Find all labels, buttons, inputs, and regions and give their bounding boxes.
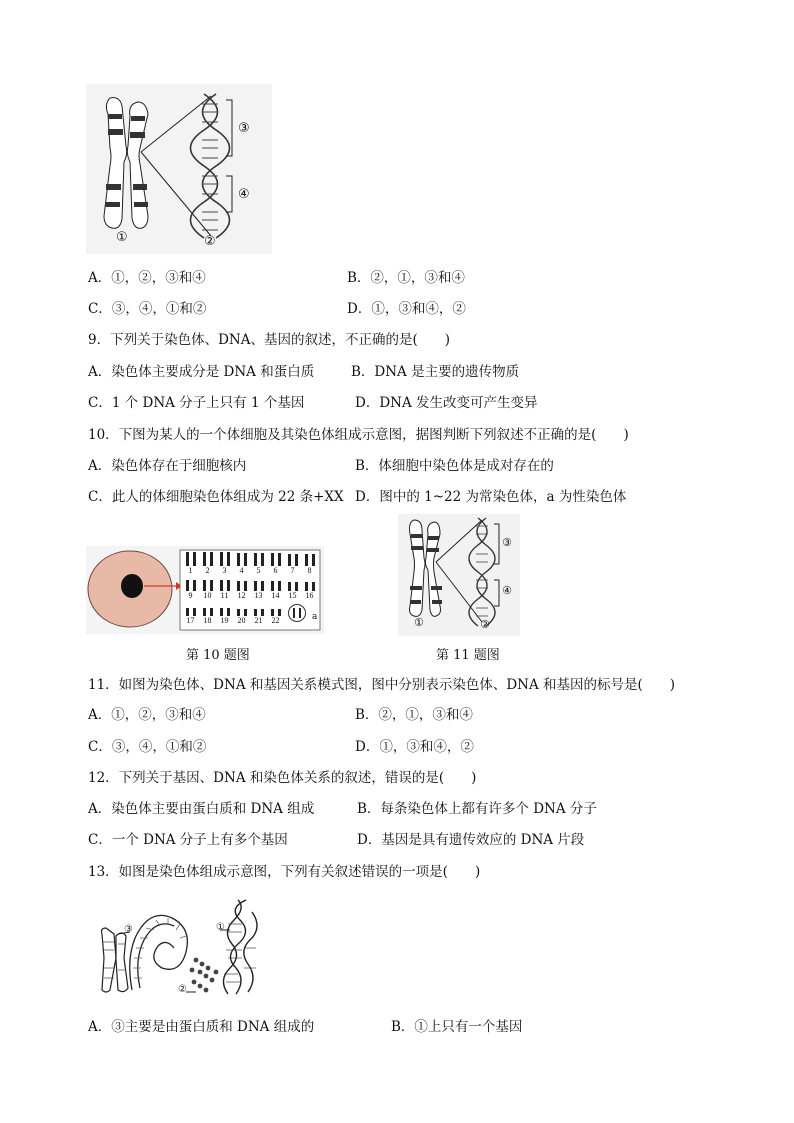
chromosome-pair-glyph bbox=[271, 609, 281, 616]
karyotype-pair bbox=[301, 577, 318, 602]
chromosome-number: 13 bbox=[254, 591, 263, 600]
chromosome-number: 21 bbox=[254, 616, 263, 625]
q9-option-c: C．1 个 DNA 分子上只有 1 个基因 bbox=[88, 395, 305, 411]
karyotype-pair bbox=[199, 552, 216, 577]
q12-option-c: C．一个 DNA 分子上有多个基因 bbox=[88, 832, 288, 848]
q9-stem: 9．下列关于染色体、DNA、基因的叙述，不正确的是( ) bbox=[88, 332, 451, 348]
label-4: ④ bbox=[238, 187, 250, 202]
q12-option-b: B．每条染色体上都有许多个 DNA 分子 bbox=[357, 801, 597, 817]
karyotype-panel bbox=[182, 552, 318, 628]
q11-option-d: D．①，③和④，② bbox=[355, 739, 474, 755]
karyotype-pair bbox=[216, 602, 233, 627]
karyotype-pair bbox=[216, 577, 233, 602]
chromosome-pair-glyph bbox=[305, 582, 315, 591]
chromosome-pair-glyph bbox=[288, 582, 298, 591]
chromosome-number: 16 bbox=[305, 591, 314, 600]
q8-option-a: A．①，②，③和④ bbox=[88, 270, 206, 286]
karyotype-pair bbox=[182, 552, 199, 577]
chromosome-pair-glyph bbox=[220, 608, 230, 616]
chromosome-pair-glyph bbox=[237, 581, 247, 591]
q12-option-a: A．染色体主要由蛋白质和 DNA 组成 bbox=[88, 801, 315, 817]
chromosome-pair-glyph bbox=[254, 553, 264, 566]
karyotype-pair bbox=[250, 552, 267, 577]
chromosome-number: 17 bbox=[186, 616, 195, 625]
q11-label-3: ③ bbox=[502, 536, 512, 549]
karyotype-pair bbox=[250, 577, 267, 602]
chromosome-pair-glyph bbox=[271, 581, 281, 591]
sex-chromosome-label: a bbox=[312, 612, 318, 622]
chromosome-pair-glyph bbox=[203, 580, 213, 591]
chromosome-pair-glyph bbox=[288, 554, 298, 566]
karyotype-pair bbox=[267, 552, 284, 577]
q13-option-a: A．③主要是由蛋白质和 DNA 组成的 bbox=[88, 1019, 315, 1035]
q13-label-3: ③ bbox=[124, 924, 133, 935]
karyotype-pair bbox=[182, 602, 199, 627]
karyotype-pair bbox=[284, 552, 301, 577]
q13-option-b: B．①上只有一个基因 bbox=[391, 1019, 523, 1035]
chromosome-number: 4 bbox=[239, 566, 244, 575]
chromosome-number: 22 bbox=[271, 616, 280, 625]
karyotype-pair bbox=[267, 577, 284, 602]
chromosome-number: 10 bbox=[203, 591, 212, 600]
chromosome-pair-glyph bbox=[203, 552, 213, 566]
condensed-chromosome bbox=[102, 928, 129, 992]
q11-label-2: ② bbox=[480, 618, 490, 631]
q13-label-2: ② bbox=[178, 984, 187, 995]
q10-option-b: B．体细胞中染色体是成对存在的 bbox=[355, 458, 554, 474]
q11-label-1: ① bbox=[414, 616, 424, 629]
q10-figure-caption: 第 10 题图 bbox=[186, 648, 250, 663]
chromosome-number: 12 bbox=[237, 591, 246, 600]
q8-option-d: D．①，③和④，② bbox=[347, 301, 466, 317]
chromosome-number: 3 bbox=[222, 566, 227, 575]
chromosome-number: 19 bbox=[220, 616, 229, 625]
karyotype-pair bbox=[284, 577, 301, 602]
q8-option-c: C．③，④，①和② bbox=[88, 301, 207, 317]
label-1: ① bbox=[116, 230, 128, 245]
q12-option-d: D．基因是具有遗传效应的 DNA 片段 bbox=[357, 832, 585, 848]
sex-chromosome-circle bbox=[288, 604, 306, 622]
q13-label-1: ① bbox=[216, 922, 225, 933]
chromosome-pair-glyph bbox=[237, 553, 247, 566]
q10-option-a: A．染色体存在于细胞核内 bbox=[88, 458, 247, 474]
q10-option-c: C．此人的体细胞染色体组成为 22 条+XX bbox=[88, 489, 344, 505]
karyotype-pair bbox=[267, 602, 284, 627]
q11-option-b: B．②，①，③和④ bbox=[355, 707, 473, 723]
q9-option-d: D．DNA 发生改变可产生变异 bbox=[355, 395, 538, 411]
karyotype-pair bbox=[182, 577, 199, 602]
chromosome-number: 14 bbox=[271, 591, 280, 600]
sex-chromosome-glyph bbox=[293, 608, 301, 618]
q8-option-b: B．②，①，③和④ bbox=[347, 270, 465, 286]
chromosome-number: 9 bbox=[188, 591, 193, 600]
karyotype-pair bbox=[233, 577, 250, 602]
label-2: ② bbox=[204, 234, 216, 249]
q13-stem: 13．如图是染色体组成示意图，下列有关叙述错误的一项是( ) bbox=[88, 864, 481, 880]
q9-option-b: B．DNA 是主要的遗传物质 bbox=[351, 364, 520, 380]
chromosome-pair-glyph bbox=[305, 554, 315, 566]
chromosome-number: 5 bbox=[256, 566, 261, 575]
karyotype-pair bbox=[301, 552, 318, 577]
chromosome-pair-glyph bbox=[186, 580, 196, 591]
chromosome-number: 6 bbox=[273, 566, 278, 575]
karyotype-pair bbox=[250, 602, 267, 627]
figure-cell-karyotype bbox=[86, 546, 324, 634]
cell-nucleus bbox=[121, 574, 143, 598]
karyotype-pair bbox=[216, 552, 233, 577]
chromosome-pair-glyph bbox=[237, 609, 247, 616]
dna-helix-q13 bbox=[223, 900, 257, 994]
chromosome-number: 8 bbox=[307, 566, 312, 575]
chromosome-number: 20 bbox=[237, 616, 246, 625]
protein-beads bbox=[190, 958, 219, 993]
q11-option-a: A．①，②，③和④ bbox=[88, 707, 206, 723]
karyotype-pair bbox=[199, 602, 216, 627]
q11-label-4: ④ bbox=[502, 584, 512, 597]
q11-option-c: C．③，④，①和② bbox=[88, 739, 207, 755]
q10-stem: 10．下图为某人的一个体细胞及其染色体组成示意图，据图判断下列叙述不正确的是( ) bbox=[88, 427, 629, 443]
label-3: ③ bbox=[238, 121, 250, 136]
chromosome-pair-glyph bbox=[186, 608, 196, 616]
chromosome-number: 18 bbox=[203, 616, 212, 625]
karyotype-pair bbox=[233, 552, 250, 577]
chromosome-number: 7 bbox=[290, 566, 295, 575]
karyotype-pair bbox=[199, 577, 216, 602]
figure-chromosome-dna-top bbox=[86, 84, 272, 254]
chromosome-pair-glyph bbox=[220, 552, 230, 566]
q10-option-d: D．图中的 1~22 为常染色体，a 为性染色体 bbox=[355, 489, 627, 505]
chromosome-pair-glyph bbox=[254, 609, 264, 616]
q12-stem: 12．下列关于基因、DNA 和染色体关系的叙述，错误的是( ) bbox=[88, 770, 477, 786]
figure-chromosome-dna-q11 bbox=[398, 514, 520, 636]
chromosome-number: 11 bbox=[220, 591, 229, 600]
figure-chromosome-composition bbox=[96, 898, 264, 1002]
chromosome-number: 2 bbox=[205, 566, 210, 575]
q11-figure-caption: 第 11 题图 bbox=[436, 648, 500, 663]
chromosome-number: 15 bbox=[288, 591, 297, 600]
q11-stem: 11．如图为染色体、DNA 和基因关系模式图，图中分别表示染色体、DNA 和基因的标号是( ) bbox=[88, 677, 676, 693]
chromosome-pair-glyph bbox=[254, 581, 264, 591]
chromosome-pair-glyph bbox=[186, 552, 196, 566]
q9-option-a: A．染色体主要成分是 DNA 和蛋白质 bbox=[88, 364, 315, 380]
chromosome-pair-glyph bbox=[203, 608, 213, 616]
chromosome-pair-glyph bbox=[220, 580, 230, 591]
karyotype-pair bbox=[233, 602, 250, 627]
chromosome-pair-glyph bbox=[271, 553, 281, 566]
chromosome-number: 1 bbox=[188, 566, 193, 575]
